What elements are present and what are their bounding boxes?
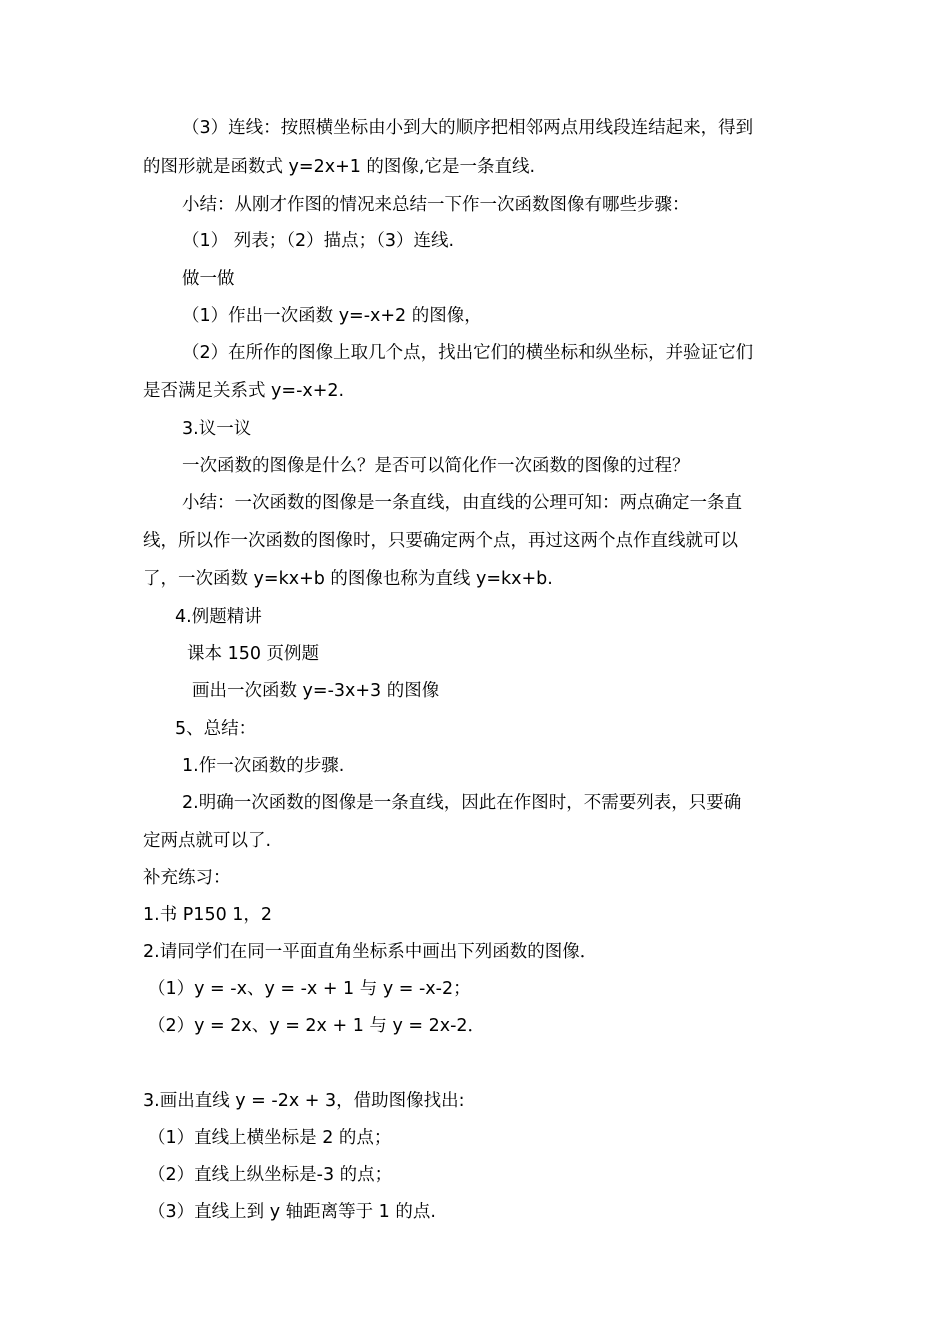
text-line: 小结：一次函数的图像是一条直线，由直线的公理可知：两点确定一条直 (182, 493, 742, 513)
text-line: （3）连线：按照横坐标由小到大的顺序把相邻两点用线段连结起来，得到 (182, 118, 754, 138)
text-line: 了，一次函数 y=kx+b 的图像也称为直线 y=kx+b. (143, 569, 553, 589)
exercise-subitem: （2）y = 2x、y = 2x + 1 与 y = 2x-2． (148, 1016, 486, 1036)
text-line: 2.明确一次函数的图像是一条直线，因此在作图时，不需要列表，只要确 (182, 793, 742, 813)
text-line: 线，所以作一次函数的图像时，只要确定两个点，再过这两个点作直线就可以 (143, 531, 738, 551)
text-line: 课本 150 页例题 (187, 644, 320, 664)
exercise-subitem: （1）y = -x、y = -x + 1 与 y = -x-2； (148, 979, 471, 999)
text-line: 是否满足关系式 y=-x+2. (143, 381, 345, 401)
exercise-subitem: （1）直线上横坐标是 2 的点； (148, 1128, 392, 1148)
section-heading: 做一做 (182, 269, 235, 289)
exercise-item: 1.书 P150 1，2 (143, 905, 273, 925)
text-line: （1） 列表；（2）描点；（3）连线. (182, 231, 455, 251)
exercise-item: 3.画出直线 y = -2x + 3，借助图像找出: (143, 1091, 465, 1111)
text-line: 小结：从刚才作图的情况来总结一下作一次函数图像有哪些步骤： (182, 195, 690, 215)
exercise-subitem: （2）直线上纵坐标是-3 的点； (148, 1165, 393, 1185)
text-line: 画出一次函数 y=-3x+3 的图像 (192, 681, 440, 701)
text-line: （1）作出一次函数 y=-x+2 的图像， (182, 306, 482, 326)
section-heading: 3.议一议 (182, 419, 252, 439)
text-line: 1.作一次函数的步骤. (182, 756, 345, 776)
text-line: （2）在所作的图像上取几个点，找出它们的横坐标和纵坐标，并验证它们 (182, 343, 754, 363)
text-line: 定两点就可以了. (143, 831, 272, 851)
section-heading: 4.例题精讲 (175, 607, 262, 627)
section-heading: 补充练习： (143, 868, 231, 888)
text-line: 的图形就是函数式 y=2x+1 的图像,它是一条直线. (143, 157, 536, 177)
exercise-item: 2.请同学们在同一平面直角坐标系中画出下列函数的图像． (143, 942, 598, 962)
text-line: 一次函数的图像是什么？是否可以简化作一次函数的图像的过程？ (182, 456, 690, 476)
section-heading: 5、总结： (175, 719, 257, 739)
exercise-subitem: （3）直线上到 y 轴距离等于 1 的点. (148, 1202, 436, 1222)
